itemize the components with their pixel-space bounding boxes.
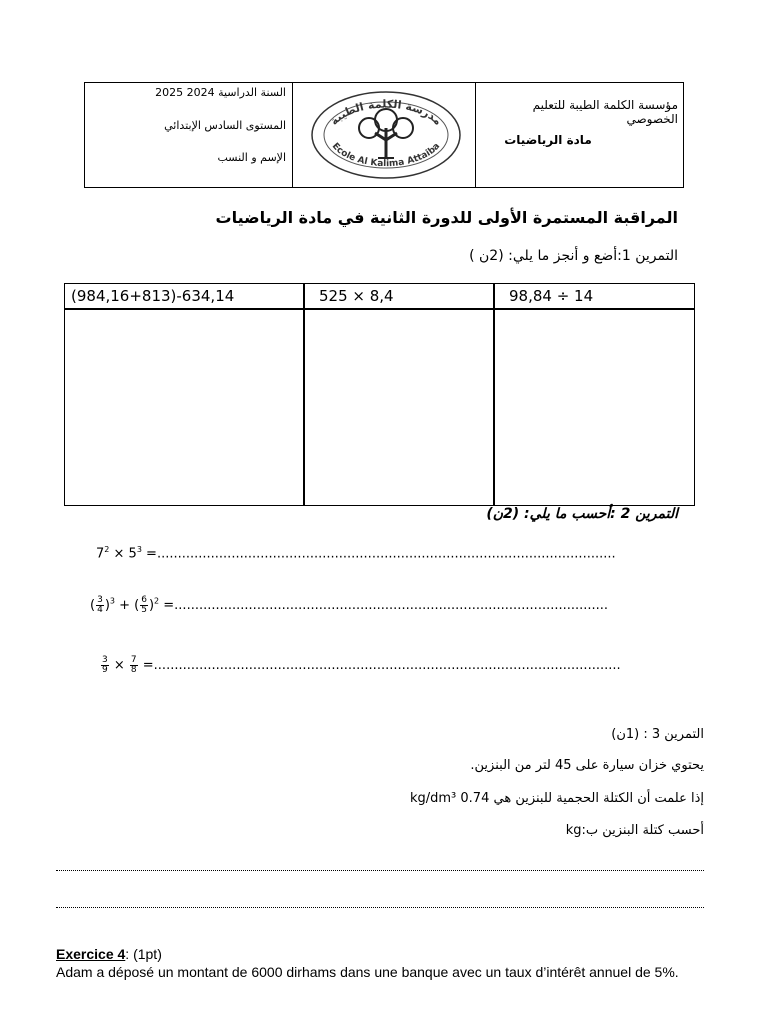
exam-title: المراقبة المستمرة الأولى للدورة الثانية في مادة الرياضيات (215, 208, 678, 227)
tree-icon (359, 109, 413, 158)
exercise4-heading: Exercice 4: (1pt) (56, 946, 162, 962)
school-year: السنة الدراسية 2024 2025 (155, 86, 286, 99)
svg-text:مدرسة الكلمة الطيبة (327, 98, 444, 128)
exercise3-line-3: أحسب كتلة البنزين ب:kg (565, 823, 704, 838)
exercise3-heading: التمرين 3 : (1ن) (611, 727, 704, 742)
header-divider-right (475, 83, 476, 187)
operation-cell-2: 525 × 8,4 (319, 287, 394, 305)
exercise4-text: Adam a déposé un montant de 6000 dirhams dans une banque avec un taux d’intérêt annuel de 5%. (56, 964, 679, 980)
school-logo (307, 88, 465, 182)
school-name: مؤسسة الكلمة الطيبة للتعليم الخصوصي (532, 98, 678, 126)
logo-text-top: مدرسة الكلمة الطيبة (327, 97, 445, 128)
student-name-label: الإسم و النسب (217, 151, 286, 164)
calc-line-1: $7^2 \times 5^3$ =............................................................................................................... (96, 545, 616, 562)
operation-cell-1: (984,16+813)-634,14 (71, 287, 235, 305)
logo-text-bottom: Ecole Al Kalima Attaiba (329, 141, 443, 170)
subject-name: مادة الرياضيات (504, 133, 592, 147)
exercise2-heading: التمرين 2 :أحسب ما يلي: (2ن) (486, 506, 678, 522)
calc-line-2: ( $\frac{3}{4}$ )$^3$ + ( $\frac{6}{5}$ )$^2$ =......................................................................................................... (90, 595, 609, 615)
exercise1-table (64, 283, 695, 506)
table-col-divider-2 (493, 284, 495, 505)
exercise1-heading: التمرين 1:أضع و أنجز ما يلي: (2ن ) (469, 248, 678, 264)
answer-line-2 (56, 907, 704, 908)
exercise3-line-1: يحتوي خزان سيارة على 45 لتر من البنزين. (470, 758, 704, 773)
operation-cell-3: 98,84 ÷ 14 (509, 287, 594, 305)
student-level: المستوى السادس الإبتدائي (164, 119, 286, 132)
calc-line-3: $\frac{3}{9}$ × $\frac{7}{8}$ =................................................................................................................. (102, 655, 621, 675)
table-col-divider-1 (303, 284, 305, 505)
answer-line-1 (56, 870, 704, 871)
header-divider-left (292, 83, 293, 187)
exercise3-line-2: إذا علمت أن الكتلة الحجمية للبنزين هي 0.74 kg/dm³ (409, 791, 704, 806)
table-header-line (65, 308, 694, 310)
